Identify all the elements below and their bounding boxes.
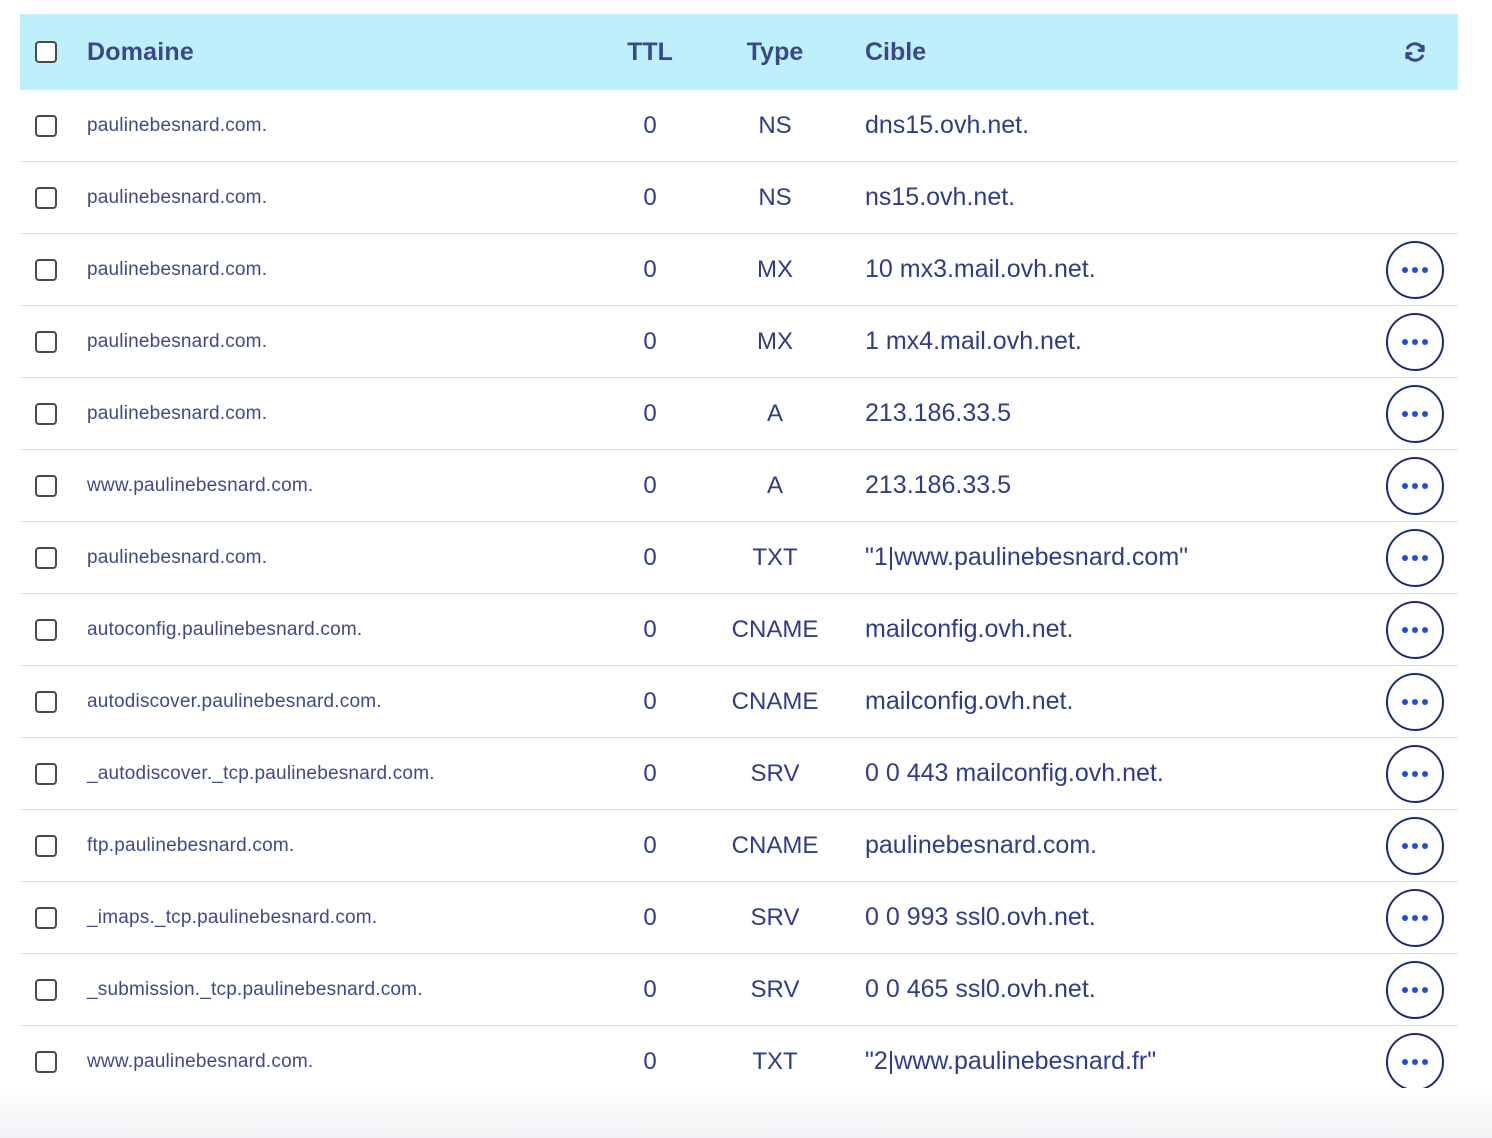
row-select-cell [35,306,61,377]
row-select-cell [35,162,61,233]
row-action-cell [1384,882,1446,953]
row-checkbox[interactable] [35,979,57,1001]
record-ttl: 0 [643,183,657,211]
row-checkbox[interactable] [35,331,57,353]
row-menu-button[interactable] [1386,889,1444,947]
record-target: 213.186.33.5 [865,471,1011,499]
record-target: 213.186.33.5 [865,399,1011,427]
record-target: 10 mx3.mail.ovh.net. [865,255,1096,283]
row-select-cell [35,450,61,521]
dns-records-table [20,14,1458,1098]
refresh-button[interactable] [1395,32,1435,72]
record-type: CNAME [731,687,819,715]
record-domain: paulinebesnard.com. [87,186,268,208]
more-horizontal-icon [1402,555,1428,561]
table-row [20,954,1458,1026]
row-menu-button[interactable] [1386,313,1444,371]
record-ttl: 0 [643,615,657,643]
column-header-target[interactable]: Cible [865,37,927,66]
record-target: 1 mx4.mail.ovh.net. [865,327,1082,355]
more-horizontal-icon [1402,1059,1428,1065]
row-menu-button[interactable] [1386,817,1444,875]
table-row [20,234,1458,306]
record-ttl: 0 [643,687,657,715]
row-action-cell [1384,810,1446,881]
record-domain: paulinebesnard.com. [87,546,268,568]
row-action-cell [1384,306,1446,377]
record-domain: _autodiscover._tcp.paulinebesnard.com. [87,762,435,784]
row-action-cell [1384,234,1446,305]
record-type: SRV [750,975,800,1003]
row-action-cell [1384,450,1446,521]
record-type: A [766,399,783,427]
row-menu-button[interactable] [1386,745,1444,803]
more-horizontal-icon [1402,411,1428,417]
row-action-cell [1384,90,1446,161]
table-body [20,90,1458,1098]
row-select-cell [35,738,61,809]
row-select-cell [35,594,61,665]
record-domain: autodiscover.paulinebesnard.com. [87,690,382,712]
row-menu-button[interactable] [1386,673,1444,731]
record-target: 0 0 993 ssl0.ovh.net. [865,903,1096,931]
record-ttl: 0 [643,111,657,139]
record-ttl: 0 [643,255,657,283]
table-row [20,450,1458,522]
more-horizontal-icon [1402,483,1428,489]
record-type: CNAME [731,831,819,859]
table-row [20,378,1458,450]
row-menu-button[interactable] [1386,601,1444,659]
table-row [20,162,1458,234]
record-domain: paulinebesnard.com. [87,330,268,352]
more-horizontal-icon [1402,267,1428,273]
record-domain: _submission._tcp.paulinebesnard.com. [87,978,423,1000]
record-domain: paulinebesnard.com. [87,258,268,280]
row-checkbox[interactable] [35,547,57,569]
record-ttl: 0 [643,903,657,931]
row-action-cell [1384,594,1446,665]
record-type: SRV [750,759,800,787]
row-checkbox[interactable] [35,835,57,857]
more-horizontal-icon [1402,699,1428,705]
table-row [20,594,1458,666]
row-menu-button[interactable] [1386,241,1444,299]
table-row [20,882,1458,954]
row-checkbox[interactable] [35,691,57,713]
row-action-cell [1384,954,1446,1025]
header-select-cell [35,14,61,90]
record-target: 0 0 443 mailconfig.ovh.net. [865,759,1164,787]
record-ttl: 0 [643,1047,657,1075]
record-type: A [766,471,783,499]
record-domain: _imaps._tcp.paulinebesnard.com. [87,906,378,928]
row-checkbox[interactable] [35,475,57,497]
row-checkbox[interactable] [35,1051,57,1073]
row-action-cell [1384,666,1446,737]
page-footer-fade [0,1088,1492,1138]
record-domain: paulinebesnard.com. [87,114,268,136]
record-type: MX [757,327,793,355]
column-header-ttl[interactable]: TTL [627,37,673,66]
row-checkbox[interactable] [35,115,57,137]
column-header-type[interactable]: Type [746,37,804,66]
record-type: NS [758,111,792,139]
record-type: NS [758,183,792,211]
row-checkbox[interactable] [35,619,57,641]
record-type: SRV [750,903,800,931]
table-header [20,14,1458,90]
row-select-cell [35,1026,61,1097]
more-horizontal-icon [1402,339,1428,345]
record-domain: autoconfig.paulinebesnard.com. [87,618,363,640]
record-ttl: 0 [643,327,657,355]
table-row [20,90,1458,162]
record-domain: ftp.paulinebesnard.com. [87,834,295,856]
row-menu-button[interactable] [1386,529,1444,587]
record-type: CNAME [731,615,819,643]
record-type: MX [757,255,793,283]
record-target: "2|www.paulinebesnard.fr" [865,1047,1157,1075]
row-action-cell [1384,378,1446,449]
table-row [20,810,1458,882]
row-checkbox[interactable] [35,907,57,929]
row-select-cell [35,90,61,161]
row-select-cell [35,666,61,737]
more-horizontal-icon [1402,843,1428,849]
row-select-cell [35,522,61,593]
record-ttl: 0 [643,975,657,1003]
record-type: TXT [752,543,798,571]
row-menu-button[interactable] [1386,1033,1444,1091]
row-checkbox[interactable] [35,763,57,785]
select-all-checkbox[interactable] [35,41,57,63]
row-action-cell [1384,738,1446,809]
more-horizontal-icon [1402,915,1428,921]
more-horizontal-icon [1402,771,1428,777]
row-menu-button[interactable] [1386,385,1444,443]
row-menu-button[interactable] [1386,961,1444,1019]
row-menu-button[interactable] [1386,457,1444,515]
row-select-cell [35,234,61,305]
record-type: TXT [752,1047,798,1075]
row-select-cell [35,882,61,953]
record-target: paulinebesnard.com. [865,831,1098,859]
record-ttl: 0 [643,399,657,427]
table-row [20,522,1458,594]
record-ttl: 0 [643,759,657,787]
record-domain: paulinebesnard.com. [87,402,268,424]
row-checkbox[interactable] [35,403,57,425]
header-action-cell [1384,14,1446,90]
record-domain: www.paulinebesnard.com. [87,1050,314,1072]
table-row [20,306,1458,378]
record-target: dns15.ovh.net. [865,111,1030,139]
record-ttl: 0 [643,831,657,859]
row-checkbox[interactable] [35,187,57,209]
refresh-icon [1402,39,1428,65]
record-target: mailconfig.ovh.net. [865,615,1074,643]
record-target: 0 0 465 ssl0.ovh.net. [865,975,1096,1003]
record-ttl: 0 [643,471,657,499]
table-row [20,666,1458,738]
record-target: ns15.ovh.net. [865,183,1016,211]
record-ttl: 0 [643,543,657,571]
more-horizontal-icon [1402,627,1428,633]
record-target: mailconfig.ovh.net. [865,687,1074,715]
table-row [20,738,1458,810]
more-horizontal-icon [1402,987,1428,993]
row-action-cell [1384,522,1446,593]
row-action-cell [1384,1026,1446,1097]
row-checkbox[interactable] [35,259,57,281]
row-select-cell [35,954,61,1025]
row-select-cell [35,378,61,449]
record-domain: www.paulinebesnard.com. [87,474,314,496]
column-header-domain[interactable]: Domaine [87,37,194,66]
row-select-cell [35,810,61,881]
record-target: "1|www.paulinebesnard.com" [865,543,1189,571]
row-action-cell [1384,162,1446,233]
